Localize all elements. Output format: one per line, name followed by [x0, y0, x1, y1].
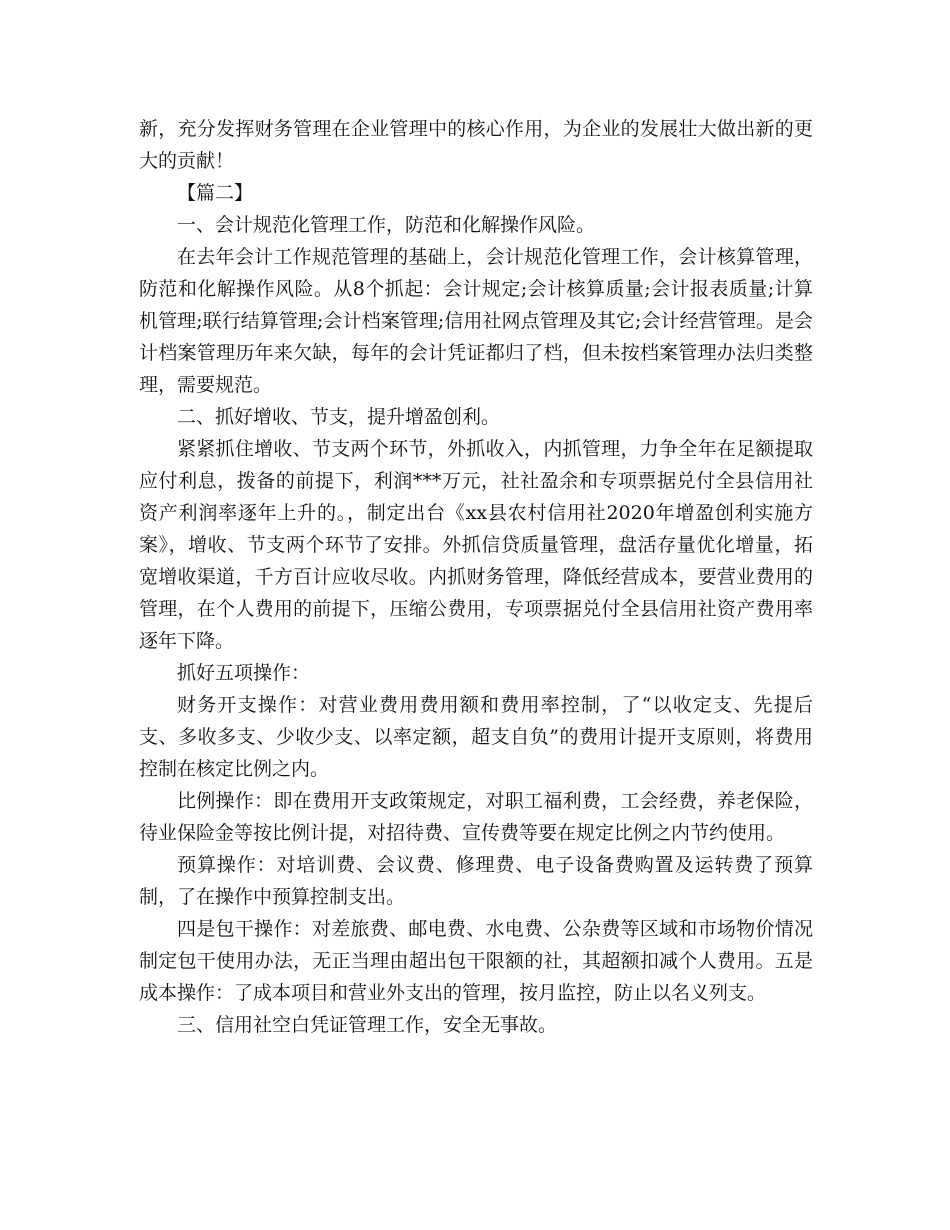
heading-item-one: 一、会计规范化管理工作，防范和化解操作风险。: [177, 214, 596, 236]
document-body: [139, 113, 813, 1041]
paragraph-accounting-standardization: 在去年会计工作规范管理的基础上，会计规范化管理工作，会计核算管理，防范和化解操作风险。从8个抓起：会计规定;会计核算质量;会计报表质量;计算机管理;联行结算管理;会计档案管理;信用社网点管理及其它;会计经营管理。是会计档案管理历年来欠缺，每年的会计凭证都归了档，但未按档案管理办法归类整理，需要规范。: [139, 246, 813, 396]
section-marker-part-two: 【篇二】: [177, 182, 254, 204]
paragraph-lump-sum-operation: 四是包干操作：对差旅费、邮电费、水电费、公杂费等区域和市场物价情况制定包干使用办法，无正当理由超出包干限额的社，其超额扣减个人费用。五是成本操作：了成本项目和营业外支出的管理，按月监控，防止以名义列支。: [139, 918, 813, 1004]
heading-item-two: 二、抓好增收、节支，提升增盈创利。: [177, 406, 501, 428]
paragraph-budget-operation: 预算操作：对培训费、会议费、修理费、电子设备费购置及运转费了预算制，了在操作中预算控制支出。: [139, 854, 813, 908]
paragraph-income-expense: 紧紧抓住增收、节支两个环节，外抓收入，内抓管理，力争全年在足额提取应付利息，拨备的前提下，利润***万元，社社盈余和专项票据兑付全县信用社资产利润率逐年上升的。，制定出台《xx县农村信用社2020年增盈创利实施方案》，增收、节支两个环节了安排。外抓信贷质量管理，盘活存量优化增量，拓宽增收渠道，千方百计应收尽收。内抓财务管理，降低经营成本，要营业费用的管理，在个人费用的前提下，压缩公费用，专项票据兑付全县信用社资产费用率逐年下降。: [139, 438, 813, 652]
paragraph-ratio-operation: 比例操作：即在费用开支政策规定，对职工福利费，工会经费，养老保险，待业保险金等按比例计提，对招待费、宣传费等要在规定比例之内节约使用。: [139, 790, 813, 844]
paragraph-five-operations-intro: 抓好五项操作：: [177, 662, 311, 684]
paragraph-financial-expense-operation: 财务开支操作：对营业费用费用额和费用率控制，了“以收定支、先提后支、多收多支、少收少支、以率定额，超支自负”的费用计提开支原则，将费用控制在核定比例之内。: [139, 694, 813, 780]
paragraph-closing-sentence: 新，充分发挥财务管理在企业管理中的核心作用，为企业的发展壮大做出新的更大的贡献！: [139, 118, 813, 172]
heading-item-three: 三、信用社空白凭证管理工作，安全无事故。: [177, 1014, 558, 1036]
